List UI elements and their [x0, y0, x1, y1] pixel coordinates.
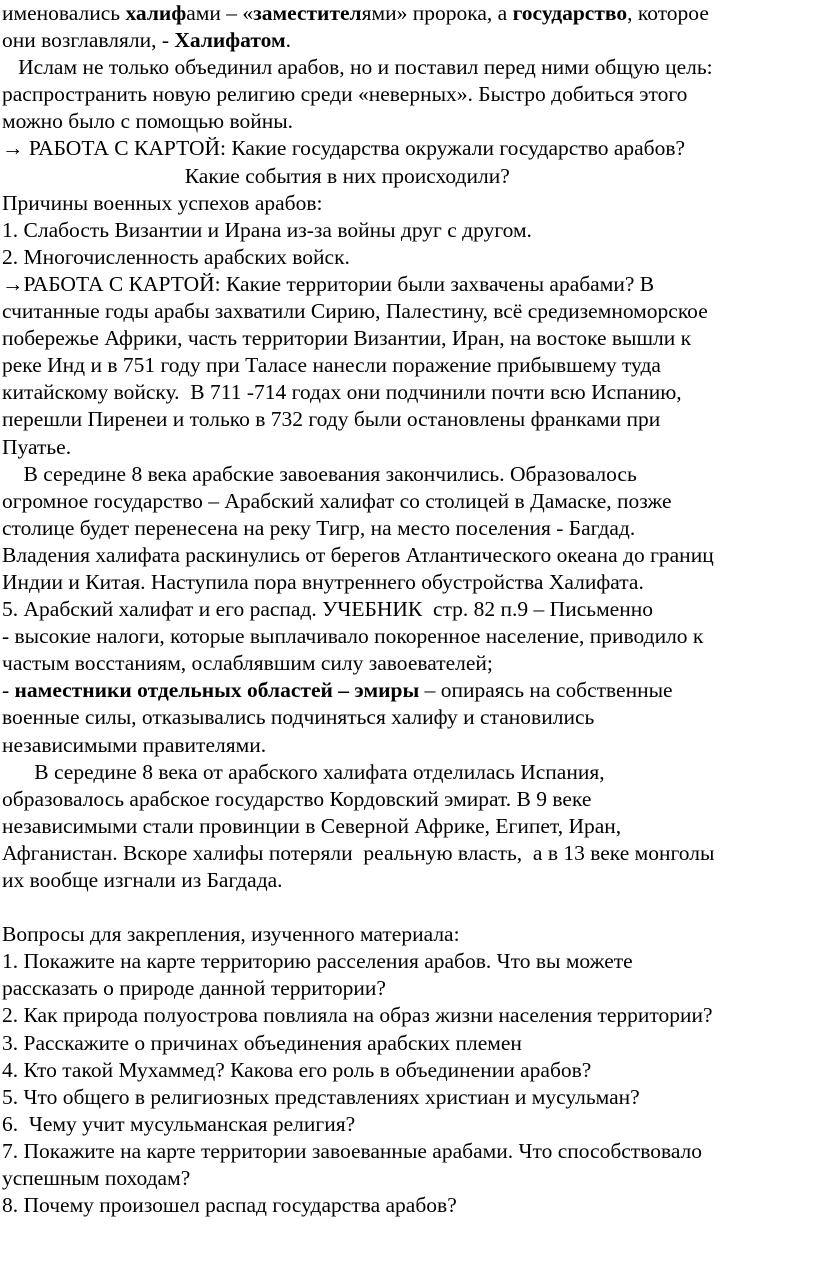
paragraph-line: образовалось арабское государство Кордовский эмират. В 9 веке [2, 786, 592, 811]
list-item: - наместники отдельных областей – эмиры – опираясь на собственные [2, 678, 673, 703]
question-item: успешным походам? [2, 1166, 191, 1191]
map-task-line: → РАБОТА С КАРТОЙ: Какие государства окружали государство арабов? [2, 136, 686, 161]
paragraph-line: Афганистан. Вскоре халифы потеряли реальную власть, а в 13 веке монголы [2, 840, 715, 865]
paragraph-line: перешли Пиренеи и только в 732 году были остановлены франками при [2, 407, 661, 432]
question-item: 4. Кто такой Мухаммед? Какова его роль в объединении арабов? [2, 1057, 592, 1082]
paragraph-line: В середине 8 века арабские завоевания закончились. Образовалось [2, 461, 637, 486]
list-item: частым восстаниям, ослаблявшим силу завоевателей; [2, 651, 493, 676]
paragraph-line: они возглавляли, - Халифатом. [2, 28, 292, 53]
question-item: 8. Почему произошел распад государства арабов? [2, 1193, 457, 1218]
paragraph-line: Ислам не только объединил арабов, но и поставил перед ними общую цель: [2, 55, 713, 80]
map-task-line: →РАБОТА С КАРТОЙ: Какие территории были захвачены арабами? В [2, 271, 655, 296]
question-item: 3. Расскажите о причинах объединения арабских племен [2, 1030, 522, 1055]
paragraph-line: можно было с помощью войны. [2, 109, 294, 134]
paragraph-line: столице будет перенесена на реку Тигр, на место поселения - Багдад. [2, 515, 636, 540]
list-item: 2. Многочисленность арабских войск. [2, 244, 350, 269]
paragraph-line: В середине 8 века от арабского халифата отделилась Испания, [2, 759, 605, 784]
paragraph-line: распространить новую религию среди «неверных». Быстро добиться этого [2, 82, 688, 107]
list-item: - высокие налоги, которые выплачивало покоренное население, приводило к [2, 624, 704, 649]
paragraph-line: побережье Африки, часть территории Византии, Иран, на востоке вышли к [2, 326, 692, 351]
section-heading: 5. Арабский халифат и его распад. УЧЕБНИК стр. 82 п.9 – Письменно [2, 597, 653, 622]
paragraph-line: огромное государство – Арабский халифат со столицей в Дамаске, позже [2, 488, 672, 513]
bold-term: халиф [125, 1, 187, 25]
paragraph-line: военные силы, отказывались подчиняться халифу и становились [2, 705, 595, 730]
bold-term: заместител [253, 1, 362, 25]
list-item: 1. Слабость Византии и Ирана из-за войны друг с другом. [2, 217, 532, 242]
section-heading: Причины военных успехов арабов: [2, 190, 323, 215]
question-item: 7. Покажите на карте территории завоеванные арабами. Что способствовало [2, 1138, 703, 1163]
question-item: 2. Как природа полуострова повлияла на образ жизни населения территории? [2, 1003, 713, 1028]
question-item: 6. Чему учит мусульманская религия? [2, 1111, 356, 1136]
paragraph-line: независимыми стали провинции в Северной Африке, Египет, Иран, [2, 813, 622, 838]
paragraph-line: реке Инд и в 751 году при Таласе нанесли поражение прибывшему туда [2, 353, 661, 378]
paragraph-line: Владения халифата раскинулись от берегов Атлантического океана до границ [2, 542, 714, 567]
bold-term: государство [512, 1, 628, 25]
question-item: 5. Что общего в религиозных представлениях христиан и мусульман? [2, 1084, 640, 1109]
blank-line [2, 894, 816, 921]
paragraph-line: их вообще изгнали из Багдада. [2, 868, 283, 892]
paragraph-line: Пуатье. [2, 434, 72, 459]
paragraph-line: независимыми правителями. [2, 732, 267, 757]
bold-term: Халифатом [174, 28, 286, 53]
paragraph-line: Индии и Китая. Наступила пора внутреннего обустройства Халифата. [2, 569, 644, 594]
paragraph-line: именовались халифами – «заместителями» пророка, а государство, которое [2, 1, 709, 25]
paragraph-line: считанные годы арабы захватили Сирию, Палестину, всё средиземноморское [2, 299, 708, 324]
question-item: 1. Покажите на карте территорию расселения арабов. Что вы можете [2, 949, 633, 974]
map-task-line: Какие события в них происходили? [2, 163, 510, 188]
questions-heading: Вопросы для закрепления, изученного материала: [2, 922, 460, 947]
paragraph-line: китайскому войску. В 711 -714 годах они подчинили почти всю Испанию, [2, 380, 682, 405]
bold-term: наместники отдельных областей – эмиры [14, 678, 420, 703]
question-item: рассказать о природе данной территории? [2, 976, 386, 1001]
